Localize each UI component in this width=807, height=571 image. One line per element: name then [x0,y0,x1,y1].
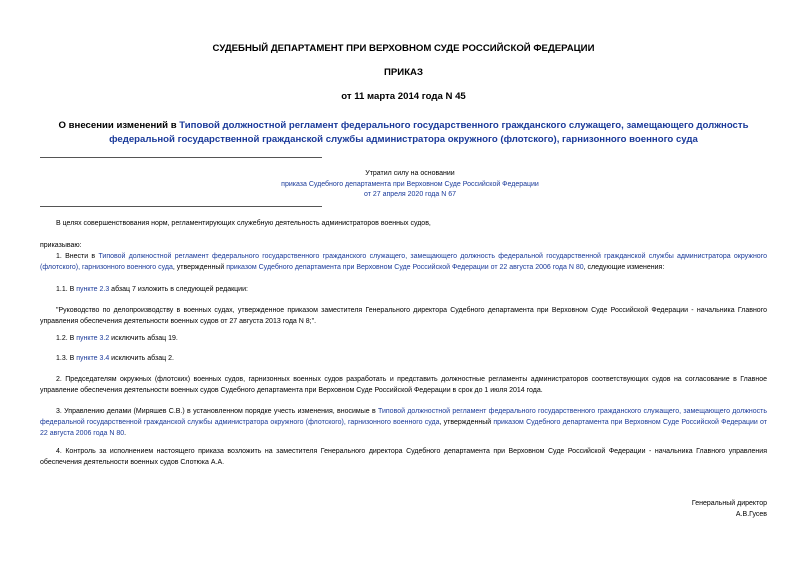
divider-top [40,157,322,158]
signature-position: Генеральный директор [691,500,767,507]
item-1-2-text-b: исключить абзац 19. [109,335,178,342]
item-3-text-a: 3. Управлению делами (Миряшев С.В.) в установленном порядке учесть изменения, вносимые в [56,408,379,415]
item-3-regulation-link[interactable]: Типовой должностной регламент федерального государственного гражданского служащего, замещающего должность федеральной государственной гражданской службы администратора окружного (флотского), гарнизонного военного суда [40,408,767,426]
validity-note-date-link[interactable]: от 27 апреля 2020 года N 67 [363,191,457,198]
item-1-3-text-b: исключить абзац 2. [109,355,174,362]
item-1-2-text-a: 1.2. В [56,335,77,342]
item-1-2-point-link[interactable]: пункте 3.2 [76,335,110,342]
item-1-2-paragraph [40,333,767,344]
item-4-paragraph: 4. Контроль за исполнением настоящего приказа возложить на заместителя Генерального директора Судебного департамента при Верховном Суде Российской Федерации - начальника Главного управления обеспечения деятельности военных судов Слотюка А.А. [40,448,767,466]
item-3-text-b: , утвержденный [439,419,494,426]
item-1-paragraph [40,251,767,273]
document-title [40,119,767,146]
item-1-1-point-link[interactable]: пункте 2.3 [76,286,110,293]
validity-note-line1: Утратил силу на основании [365,170,455,177]
item-1-3-paragraph [40,353,767,364]
date-number-heading: от 11 марта 2014 года N 45 [341,91,466,102]
document-type-heading: ПРИКАЗ [384,67,423,78]
item-3-text-c: . [124,430,127,437]
signature-block [692,498,767,520]
item-1-regulation-link[interactable]: Типовой должностной регламент федерального государственного гражданского служащего, замещающего должность федеральной государственной гражданской службы администратора окружного (флотского), гарнизонного военного суда [40,253,767,271]
item-1-1-text-a: 1.1. В [56,286,77,293]
item-1-text-b: , утвержденный [172,264,227,271]
item-1-1-paragraph [40,284,767,295]
validity-note [240,169,580,201]
item-3-order-link[interactable]: приказом Судебного департамента при Верховном Суде Российской Федерации от 22 августа 2006 года N 80 [40,419,767,437]
organization-heading: СУДЕБНЫЙ ДЕПАРТАМЕНТ ПРИ ВЕРХОВНОМ СУДЕ РОССИЙСКОЙ ФЕДЕРАЦИИ [212,43,595,54]
item-1-text-a: 1. Внести в [56,253,99,260]
title-prefix: О внесении изменений в [58,120,180,131]
item-1-3-text-a: 1.3. В [56,355,77,362]
item-1-text-c: , следующие изменения: [583,264,665,271]
intro-paragraph: В целях совершенствования норм, регламентирующих служебную деятельность администраторов военных судов, [56,220,431,227]
title-regulation-link[interactable]: Типовой должностной регламент федерального государственного гражданского служащего, замещающего должность федеральной государственной гражданской службы администратора окружного (флотского), гарнизонного военного суда [109,120,749,145]
signature-name: А.В.Гусев [735,511,767,518]
quote-paragraph: "Руководство по делопроизводству в военных судах, утвержденное приказом заместителя Генерального директора Судебного департамента при Верховном Суде Российской Федерации - начальника Главного управления обеспечения деятельности военных судов от 27 августа 2013 года N 8;". [40,307,767,325]
order-word: приказываю: [40,242,82,249]
item-1-order-link[interactable]: приказом Судебного департамента при Верховном Суде Российской Федерации от 22 августа 2006 года N 80 [226,264,584,271]
validity-note-order-link[interactable]: приказа Судебного департамента при Верховном Суде Российской Федерации [281,180,539,188]
divider-bottom [40,206,322,207]
item-2-paragraph: 2. Председателям окружных (флотских) военных судов, гарнизонных военных судов разработать и представить должностные регламенты администраторов соответствующих судов на согласование в Главное управление обеспечения деятельности военных судов Судебного департамента при Верховном Суде Российской Федерации в срок до 1 июля 2014 года. [40,376,767,394]
item-3-paragraph [40,406,767,439]
item-1-3-point-link[interactable]: пункте 3.4 [76,355,110,362]
item-1-1-text-b: абзац 7 изложить в следующей редакции: [109,286,248,293]
